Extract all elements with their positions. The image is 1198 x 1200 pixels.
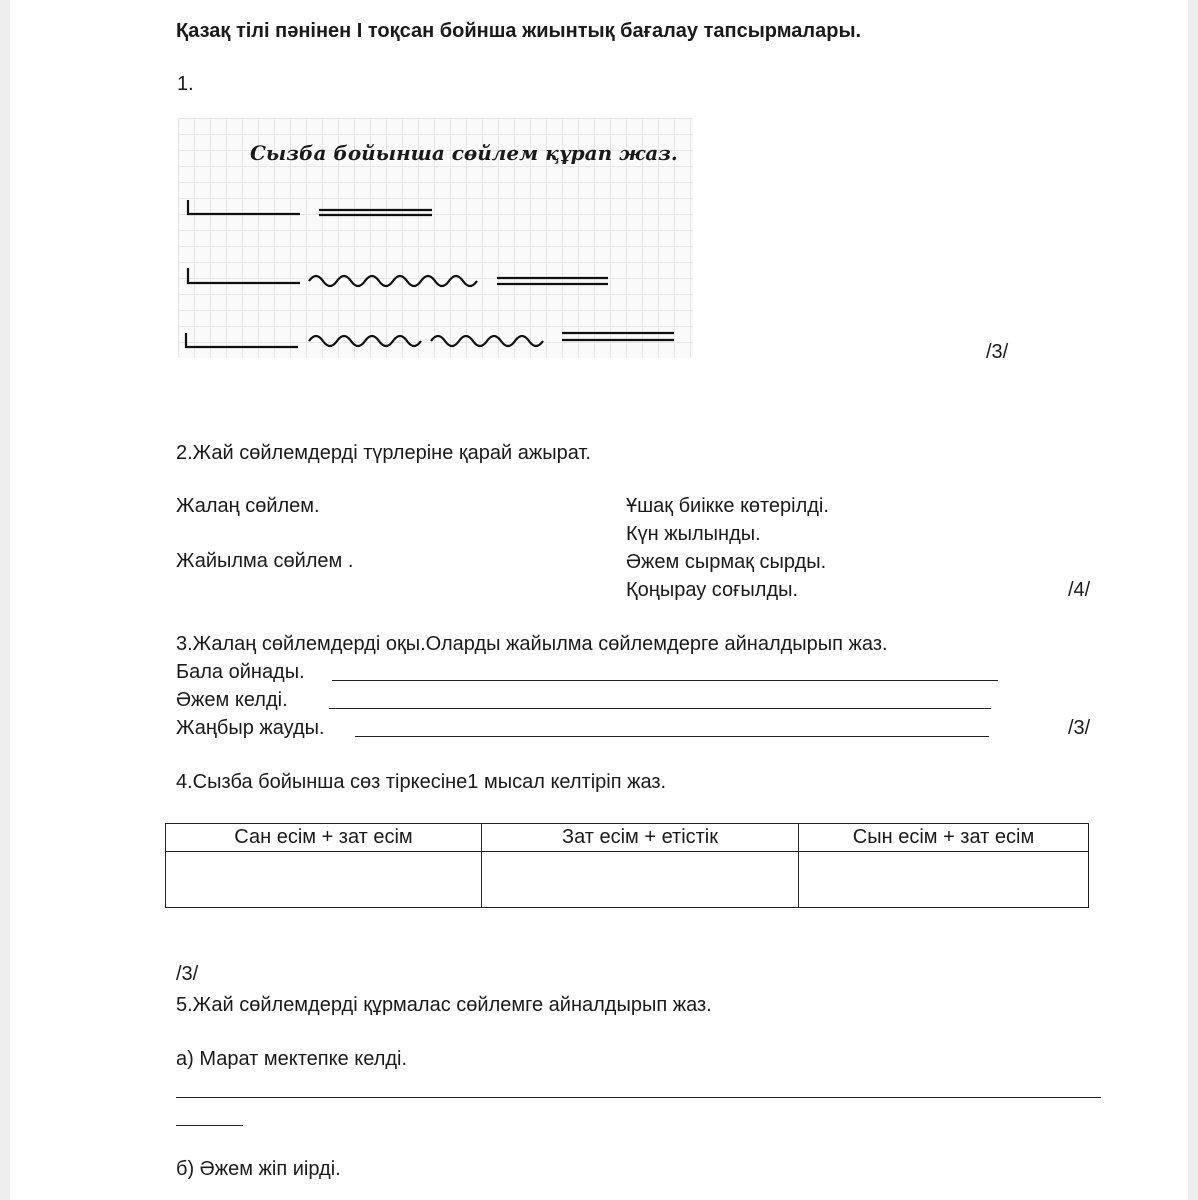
sentence-item: Ұшақ биікке көтерілді. <box>626 495 829 517</box>
answer-line[interactable] <box>176 1125 243 1126</box>
phrase-table <box>165 823 1089 908</box>
subject-underline-2 <box>188 268 300 283</box>
answer-line[interactable] <box>176 1097 1101 1098</box>
answer-line[interactable] <box>355 736 989 737</box>
answer-cell[interactable] <box>166 852 482 908</box>
task3-score: /3/ <box>1068 717 1091 739</box>
scheme-title: Сызба бойынша сөйлем құрап жаз. <box>250 141 678 165</box>
answer-line[interactable] <box>332 680 998 681</box>
task5-item: а) Марат мектепке келді. <box>176 1048 408 1070</box>
sentence-item: Қоңырау соғылды. <box>626 579 799 601</box>
answer-cell[interactable] <box>482 852 799 908</box>
answer-line[interactable] <box>329 708 991 709</box>
column-header: Сын есім + зат есім <box>799 824 1089 852</box>
task3-item: Әжем келді. <box>176 689 288 711</box>
wavy-line-2 <box>309 276 477 286</box>
subject-underline-3 <box>186 333 298 347</box>
task1-score: /3/ <box>986 341 1009 363</box>
task2-score: /4/ <box>1068 579 1091 601</box>
column-header: Сан есім + зат есім <box>166 824 482 852</box>
task3-item: Жаңбыр жауды. <box>176 717 325 739</box>
wavy-line-3b <box>431 336 543 346</box>
task2-heading: 2.Жай сөйлемдерді түрлеріне қарай ажырат. <box>176 442 591 464</box>
page-title: Қазақ тілі пәнінен I тоқсан бойнша жиынтық бағалау тапсырмалары. <box>176 20 862 42</box>
task4-score: /3/ <box>176 963 199 985</box>
column-header: Зат есім + етістік <box>482 824 799 852</box>
answer-cell[interactable] <box>799 852 1089 908</box>
task5-heading: 5.Жай сөйлемдерді құрмалас сөйлемге айналдырып жаз. <box>176 994 712 1016</box>
sentence-type-extended: Жайылма сөйлем . <box>176 550 354 572</box>
sentence-item: Күн жылынды. <box>626 523 761 545</box>
task5-item: б) Әжем жіп иірді. <box>176 1158 341 1180</box>
task1-number: 1. <box>177 73 194 95</box>
sentence-type-simple: Жалаң сөйлем. <box>176 495 320 517</box>
wavy-line-3a <box>309 336 421 346</box>
subject-underline-1 <box>188 200 300 214</box>
sentence-item: Әжем сырмақ сырды. <box>626 551 827 573</box>
task3-heading: 3.Жалаң сөйлемдерді оқы.Оларды жайылма сөйлемдерге айналдырып жаз. <box>176 633 888 655</box>
task3-item: Бала ойнады. <box>176 661 305 683</box>
task4-heading: 4.Сызба бойынша сөз тіркесіне1 мысал келтіріп жаз. <box>176 771 667 793</box>
